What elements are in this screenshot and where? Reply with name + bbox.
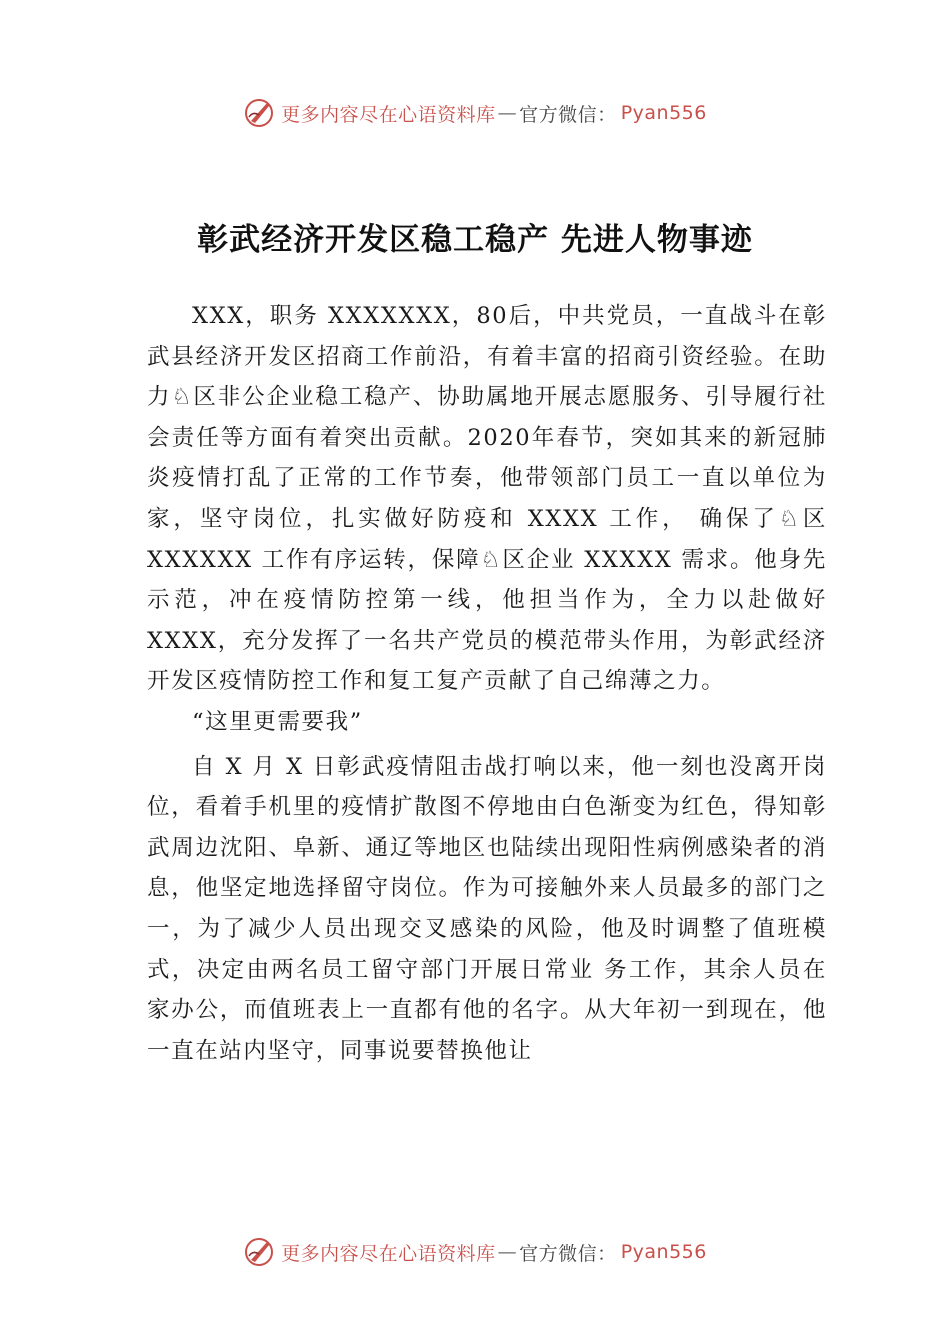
banner-separator: —: [497, 102, 518, 124]
paragraph: XXX，职务 XXXXXXX，80后，中共党员，一直战斗在彰武县经济开发区招商工作前沿，有着丰富的招商引资经验。在助力♘区非公企业稳工稳产、协助属地开展志愿服务、引导履行社会责任等方面有着突出贡献。2020年春节，突如其来的新冠肺炎疫情打乱了正常的工作节奏，他带领部门员工一直以单位为家，坚守岗位，扎实做好防疫和 XXXX 工作， 确保了♘区 XXXXXX 工作有序运转，保障♘区企业 XXXXX 需求。他身先示范，冲在疫情防控第一线，他担当作为，全力以赴做好 XXXX，充分发挥了一名共产党员的模范带头作用，为彰武经济开发区疫情防控工作和复工复产贡献了自己绵薄之力。: [147, 303, 827, 695]
banner-text: 更多内容尽在心语资料库: [281, 103, 496, 126]
document-body: [147, 296, 827, 1071]
banner-wechat-label: 官方微信：: [519, 1242, 617, 1265]
section-heading: “这里更需要我”: [192, 708, 363, 735]
quill-pen-logo-icon: [243, 97, 275, 129]
banner-separator: —: [497, 1241, 518, 1263]
document-title: 彰武经济开发区稳工稳产 先进人物事迹: [197, 222, 753, 258]
footer-banner: [0, 1232, 950, 1272]
header-banner: [0, 93, 950, 133]
quill-pen-logo-icon: [243, 1236, 275, 1268]
banner-text: 更多内容尽在心语资料库: [281, 1242, 496, 1265]
banner-wechat-id: Pyan556: [620, 102, 707, 124]
paragraph: 自 X 月 X 日彰武疫情阻击战打响以来，他一刻也没离开岗位，看着手机里的疫情扩散图不停地由白色渐变为红色，得知彰武周边沈阳、阜新、通辽等地区也陆续出现阳性病例感染者的消息，他坚定地选择留守岗位。作为可接触外来人员最多的部门之一，为了减少人员出现交叉感染的风险，他及时调整了值班模式，决定由两名员工留守部门开展日常业 务工作，其余人员在家办公，而值班表上一直都有他的名字。从大年初一到现在，他一直在站内坚守，同事说要替换他让: [147, 753, 827, 1064]
banner-wechat-id: Pyan556: [620, 1241, 707, 1263]
banner-wechat-label: 官方微信：: [519, 103, 617, 126]
